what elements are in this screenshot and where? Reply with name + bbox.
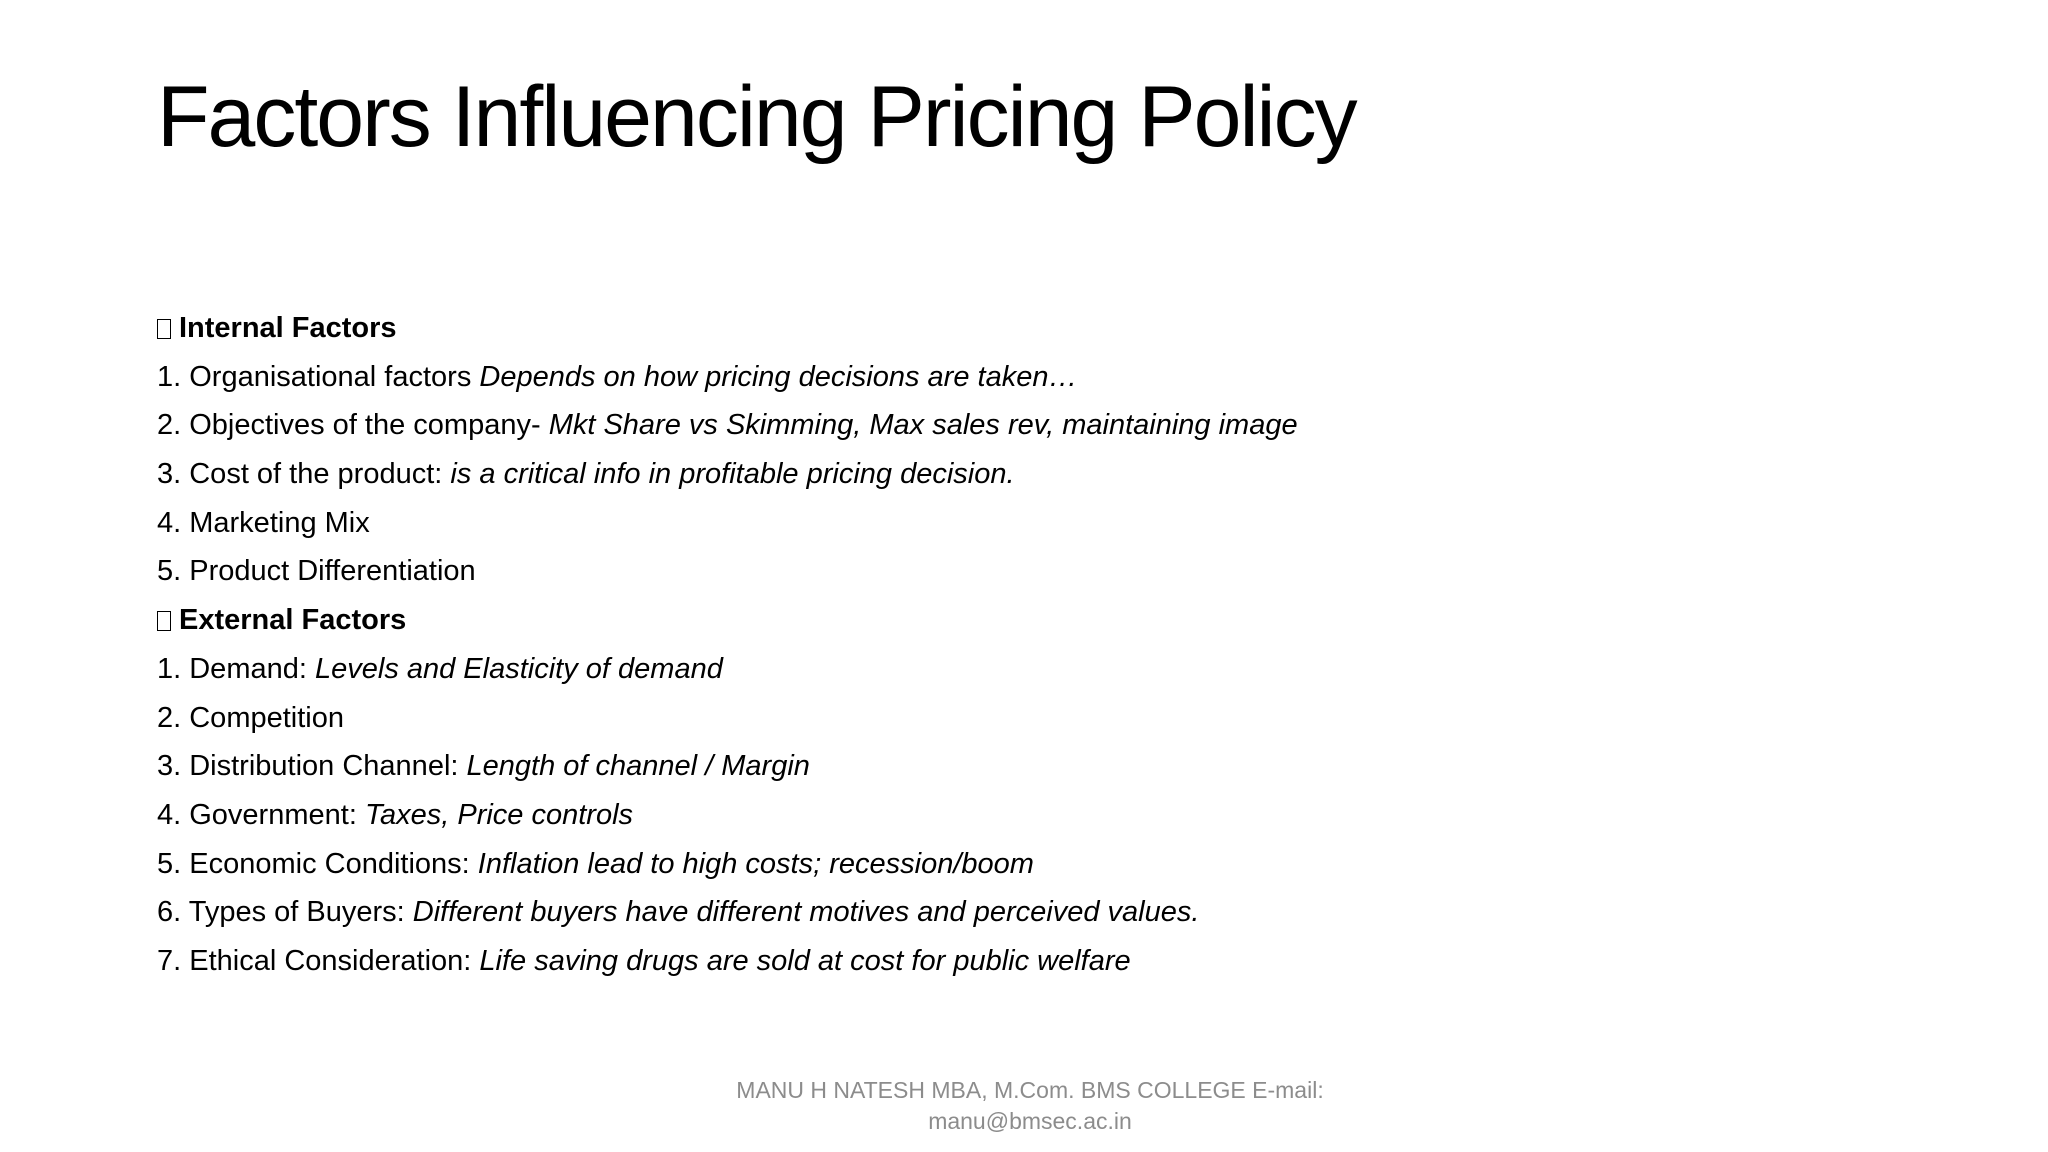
item-description: Depends on how pricing decisions are taken… [479,360,1078,393]
item-label: 4. Government: [157,798,365,831]
list-item [157,547,1917,596]
footer-line-1: MANU H NATESH MBA, M.Com. BMS COLLEGE E-mail: [736,1077,1324,1103]
list-item [157,401,1917,450]
slide-footer [690,1075,1370,1137]
list-item [157,937,1917,986]
item-label: 6. Types of Buyers: [157,896,413,929]
slide-title: Factors Influencing Pricing Policy [157,69,1356,165]
item-description: is a critical info in profitable pricing decision. [450,458,1015,491]
item-description: Taxes, Price controls [364,798,634,831]
internal-heading-label: Internal Factors [179,312,397,344]
item-label: 5. Economic Conditions: [157,847,478,880]
item-description: Length of channel / Margin [466,750,810,783]
item-label: 1. Demand: [157,652,315,685]
item-label: 5. Product Differentiation [157,555,476,588]
item-label: 3. Cost of the product: [157,458,451,491]
item-label: 1. Organisational factors [157,360,480,393]
item-description: Mkt Share vs Skimming, Max sales rev, maintaining image [548,409,1298,442]
list-item [157,645,1917,694]
list-item [157,694,1917,743]
list-item [157,840,1917,889]
external-heading-label: External Factors [179,604,407,637]
missing-glyph-bullet-icon [157,319,171,339]
item-label: 4. Marketing Mix [157,506,370,539]
item-description: Inflation lead to high costs; recession/boom [477,847,1034,880]
item-label: 7. Ethical Consideration: [157,944,480,977]
footer-email: manu@bmsec.ac.in [928,1108,1132,1134]
list-item [157,791,1917,840]
item-label: 3. Distribution Channel: [157,750,467,783]
internal-factors-heading [157,304,1917,353]
item-label: 2. Competition [157,701,344,734]
item-description: Levels and Elasticity of demand [314,652,723,685]
item-description: Life saving drugs are sold at cost for public welfare [479,944,1131,977]
list-item [157,888,1917,937]
list-item [157,499,1917,548]
item-label: 2. Objectives of the company- [157,409,549,442]
list-item [157,353,1917,402]
item-description: Different buyers have different motives and perceived values. [412,896,1200,929]
external-factors-heading [157,596,1917,645]
slide-content [157,304,1917,986]
missing-glyph-bullet-icon [157,611,171,631]
list-item [157,450,1917,499]
list-item [157,742,1917,791]
